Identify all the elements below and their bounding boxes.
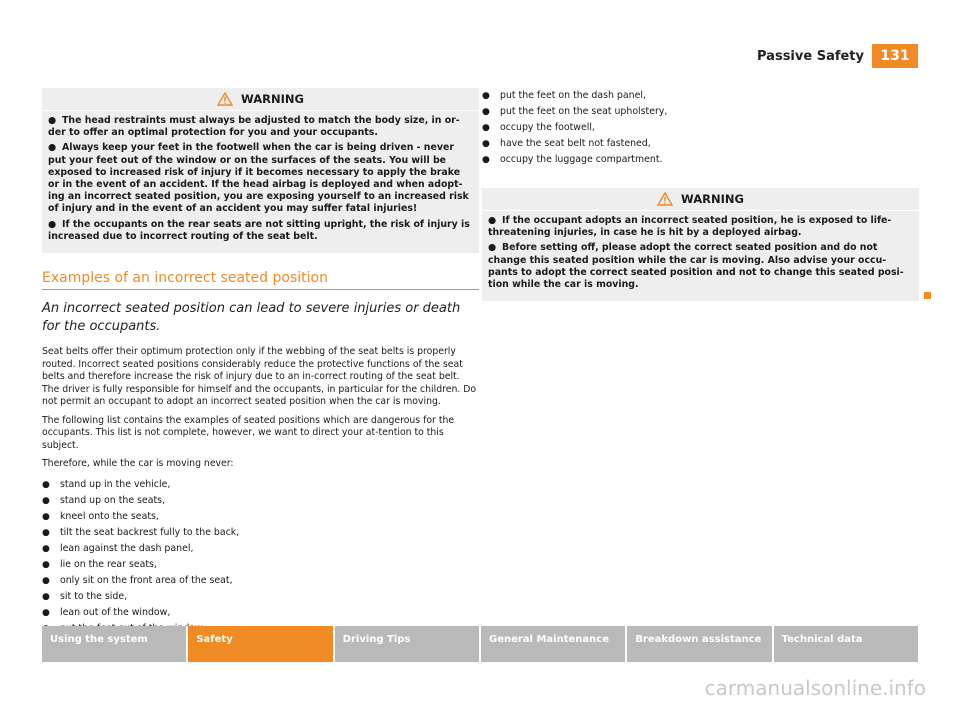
bullet-icon: ● [42,575,50,586]
list-item-text: only sit on the front area of the seat, [60,574,233,586]
warning-item-text: If the occupant adopts an incorrect seated position, he is exposed to life-threatening injuries, in case he is hit by a deployed airbag. [488,215,892,239]
body-paragraph: The following list contains the examples of seated positions which are dangerous for the occupants. This list is not complete, however, we want to direct your at-tention to this subject. [42,414,455,451]
list-item [42,573,479,589]
warning-item-text: Before setting off, please adopt the correct seated position and do not change this seated position while the car is moving. Also advise your occu-pants to adopt the correct seated position and not to change this seated posi-tion while the car is moving. [488,242,904,291]
list-item-text: kneel onto the seats, [60,510,159,522]
list-item [42,557,479,573]
warning-item-text: The head restraints must always be adjusted to match the body size, in or-der to offer an optimal protection for you and your occupants. [48,115,460,139]
warning-title: WARNING [241,91,304,106]
list-item-text: lean out of the window, [60,606,171,618]
list-item [482,88,919,104]
list-item-text: put the feet on the seat upholstery, [500,106,668,117]
warning-item-text: Always keep your feet in the footwell when the car is being driven - never put your feet out of the window or on the surfaces of the seats. You will be exposed to increased risk of injury if it becomes necessary to apply the brake or in the event of an accident. If the head airbag is deployed and when adopt-ing an incorrect seated position, you are exposing yourself to an increased risk of injury and in the event of an accident you may suffer fatal injuries! [48,142,469,215]
list-item [42,477,479,493]
warning-triangle-icon [217,92,233,106]
list-item-text: have the seat belt not fastened, [500,138,651,149]
list-item-text: stand up in the vehicle, [60,478,171,490]
warning-item [488,242,913,291]
warning-header [42,88,479,111]
bullet-icon: ● [42,559,50,570]
warning-triangle-icon [657,192,673,206]
tab-using-the-system[interactable]: Using the system [42,626,188,662]
warning-item [48,219,473,243]
bullet-icon: ● [482,139,490,149]
bullet-icon: ● [488,215,497,226]
warning-item [48,115,473,139]
bullet-icon: ● [482,107,490,117]
never-list [42,477,479,637]
left-column [42,88,479,637]
list-item-text: put the feet on the dash panel, [500,90,646,101]
warning-box [482,188,919,301]
tab-technical-data[interactable]: Technical data [774,626,918,662]
list-item [482,136,919,152]
bullet-icon: ● [482,155,490,165]
bullet-icon: ● [482,91,490,101]
list-item [42,605,479,621]
list-item-text: sit to the side, [60,590,128,602]
bullet-icon: ● [482,123,490,133]
list-item [482,152,919,168]
bullet-icon: ● [488,242,497,254]
list-item [42,509,479,525]
section-end-marker [924,292,931,299]
list-item-text: lie on the rear seats, [60,558,157,570]
bullet-icon: ● [42,479,50,490]
right-column [482,88,919,301]
section-heading: Examples of an incorrect seated position [42,270,479,290]
never-list-continued [482,88,919,168]
bullet-icon: ● [48,142,57,154]
list-item-text: stand up on the seats, [60,494,166,506]
list-item-text: tilt the seat backrest fully to the back, [60,526,240,538]
tab-safety[interactable]: Safety [188,626,334,662]
warning-header [482,188,919,211]
list-item [42,493,479,509]
list-item [482,120,919,136]
warning-box [42,88,479,253]
watermark: carmanualsonline.info [704,676,926,700]
bullet-icon: ● [42,495,50,506]
bullet-icon: ● [48,218,57,230]
chapter-tabs [42,626,918,662]
body-paragraph: Seat belts offer their optimum protection only if the webbing of the seat belts is properly routed. Incorrect seated positions considerably reduce the protective functions of the seat belts and therefore increase the risk of injury due to an in-correct routing of the seat belt. The driver is fully responsible for himself and the occupants, in particular for the children. Do not permit an occupant to adopt an incorrect seated position when the car is moving. [42,346,477,408]
bullet-icon: ● [42,591,50,602]
lead-text: An incorrect seated position can lead to severe injuries or death for the occupants. [42,301,461,335]
list-item [42,589,479,605]
page-number: 131 [872,44,918,68]
warning-item [48,142,473,215]
list-item [42,525,479,541]
warning-item [488,215,913,239]
tab-general-maintenance[interactable]: General Maintenance [481,626,627,662]
warning-title: WARNING [681,191,744,206]
tab-driving-tips[interactable]: Driving Tips [335,626,481,662]
bullet-icon: ● [42,543,50,554]
bullet-icon: ● [48,115,57,126]
bullet-icon: ● [42,527,50,538]
list-item [482,104,919,120]
bullet-icon: ● [42,511,50,522]
list-item-text: occupy the luggage compartment. [500,154,663,165]
list-item-text: lean against the dash panel, [60,542,194,554]
page-header [757,44,918,68]
tab-breakdown-assistance[interactable]: Breakdown assistance [627,626,773,662]
body-paragraph: Therefore, while the car is moving never: [42,458,234,470]
section-title: Passive Safety [757,48,864,64]
warning-item-text: If the occupants on the rear seats are not sitting upright, the risk of injury is increased due to incorrect routing of the seat belt. [48,218,470,242]
bullet-icon: ● [42,607,50,618]
list-item [42,541,479,557]
list-item-text: occupy the footwell, [500,122,595,133]
